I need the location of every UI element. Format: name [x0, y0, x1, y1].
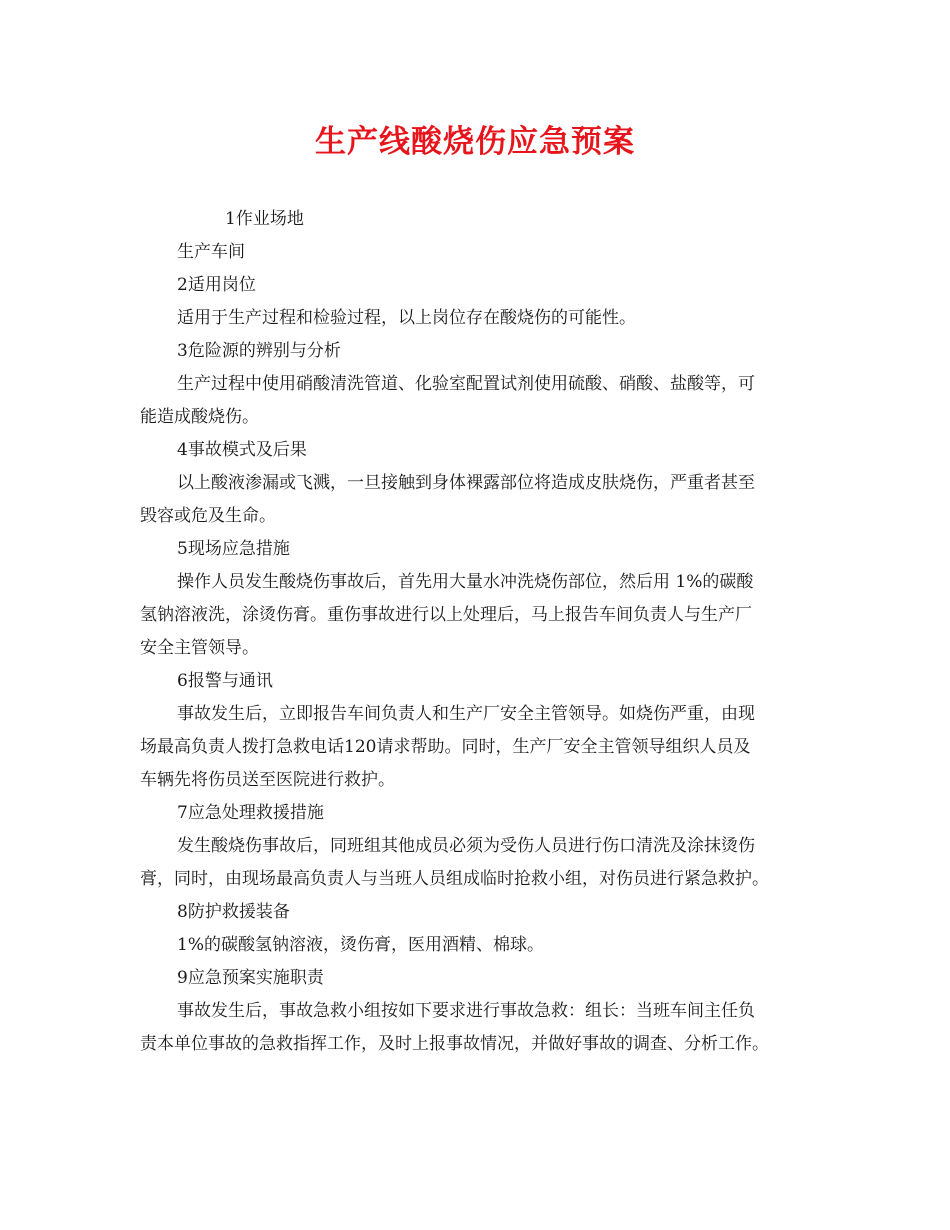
- section-paragraph: [140, 368, 820, 434]
- section-paragraph: [140, 566, 820, 665]
- section-paragraph: [140, 830, 820, 896]
- paragraph-line: 操作人员发生酸烧伤事故后，首先用大量水冲洗烧伤部位，然后用 1%的碳酸: [177, 572, 754, 592]
- section-paragraph: [140, 467, 820, 533]
- section-heading: 2适用岗位: [177, 275, 256, 295]
- paragraph-line: 事故发生后，事故急救小组按如下要求进行事故急救：组长：当班车间主任负: [177, 1001, 755, 1021]
- paragraph-line: 责本单位事故的急救指挥工作，及时上报事故情况，并做好事故的调查、分析工作。: [140, 1034, 769, 1054]
- paragraph-line: 膏，同时，由现场最高负责人与当班人员组成临时抢救小组，对伤员进行紧急救护。: [140, 869, 769, 889]
- section-paragraph: [140, 698, 820, 797]
- paragraph-line: 生产过程中使用硝酸清洗管道、化验室配置试剂使用硫酸、硝酸、盐酸等，可: [177, 374, 755, 394]
- paragraph-line: 毁容或危及生命。: [140, 506, 276, 526]
- paragraph-line: 车辆先将伤员送至医院进行救护。: [140, 770, 395, 790]
- section-text: 生产车间: [177, 242, 245, 262]
- paragraph-line: 氢钠溶液洗，涂烫伤膏。重伤事故进行以上处理后，马上报告车间负责人与生产厂: [140, 605, 752, 625]
- paragraph-line: 以上酸液渗漏或飞溅，一旦接触到身体裸露部位将造成皮肤烧伤，严重者甚至: [177, 473, 755, 493]
- paragraph-line: 事故发生后，立即报告车间负责人和生产厂安全主管领导。如烧伤严重，由现: [177, 704, 755, 724]
- section-heading: 7应急处理救援措施: [177, 803, 324, 823]
- section-heading: 3危险源的辨别与分析: [177, 341, 341, 361]
- section-text: 1%的碳酸氢钠溶液，烫伤膏，医用酒精、棉球。: [177, 935, 544, 955]
- section-heading: 4事故模式及后果: [177, 440, 307, 460]
- section-heading: 8防护救援装备: [177, 902, 290, 922]
- paragraph-line: 安全主管领导。: [140, 638, 259, 658]
- section-text: 适用于生产过程和检验过程，以上岗位存在酸烧伤的可能性。: [177, 308, 636, 328]
- section-paragraph: [140, 995, 820, 1061]
- document-title: 生产线酸烧伤应急预案: [315, 124, 635, 160]
- document-body: [140, 203, 820, 1061]
- section-heading: 5现场应急措施: [177, 539, 290, 559]
- paragraph-line: 发生酸烧伤事故后，同班组其他成员必须为受伤人员进行伤口清洗及涂抹烫伤: [177, 836, 755, 856]
- section-heading: 1作业场地: [225, 209, 304, 229]
- section-heading: 6报警与通讯: [177, 671, 273, 691]
- section-heading: 9应急预案实施职责: [177, 968, 324, 988]
- paragraph-line: 能造成酸烧伤。: [140, 407, 259, 427]
- paragraph-line: 场最高负责人拨打急救电话120请求帮助。同时，生产厂安全主管领导组织人员及: [140, 737, 751, 757]
